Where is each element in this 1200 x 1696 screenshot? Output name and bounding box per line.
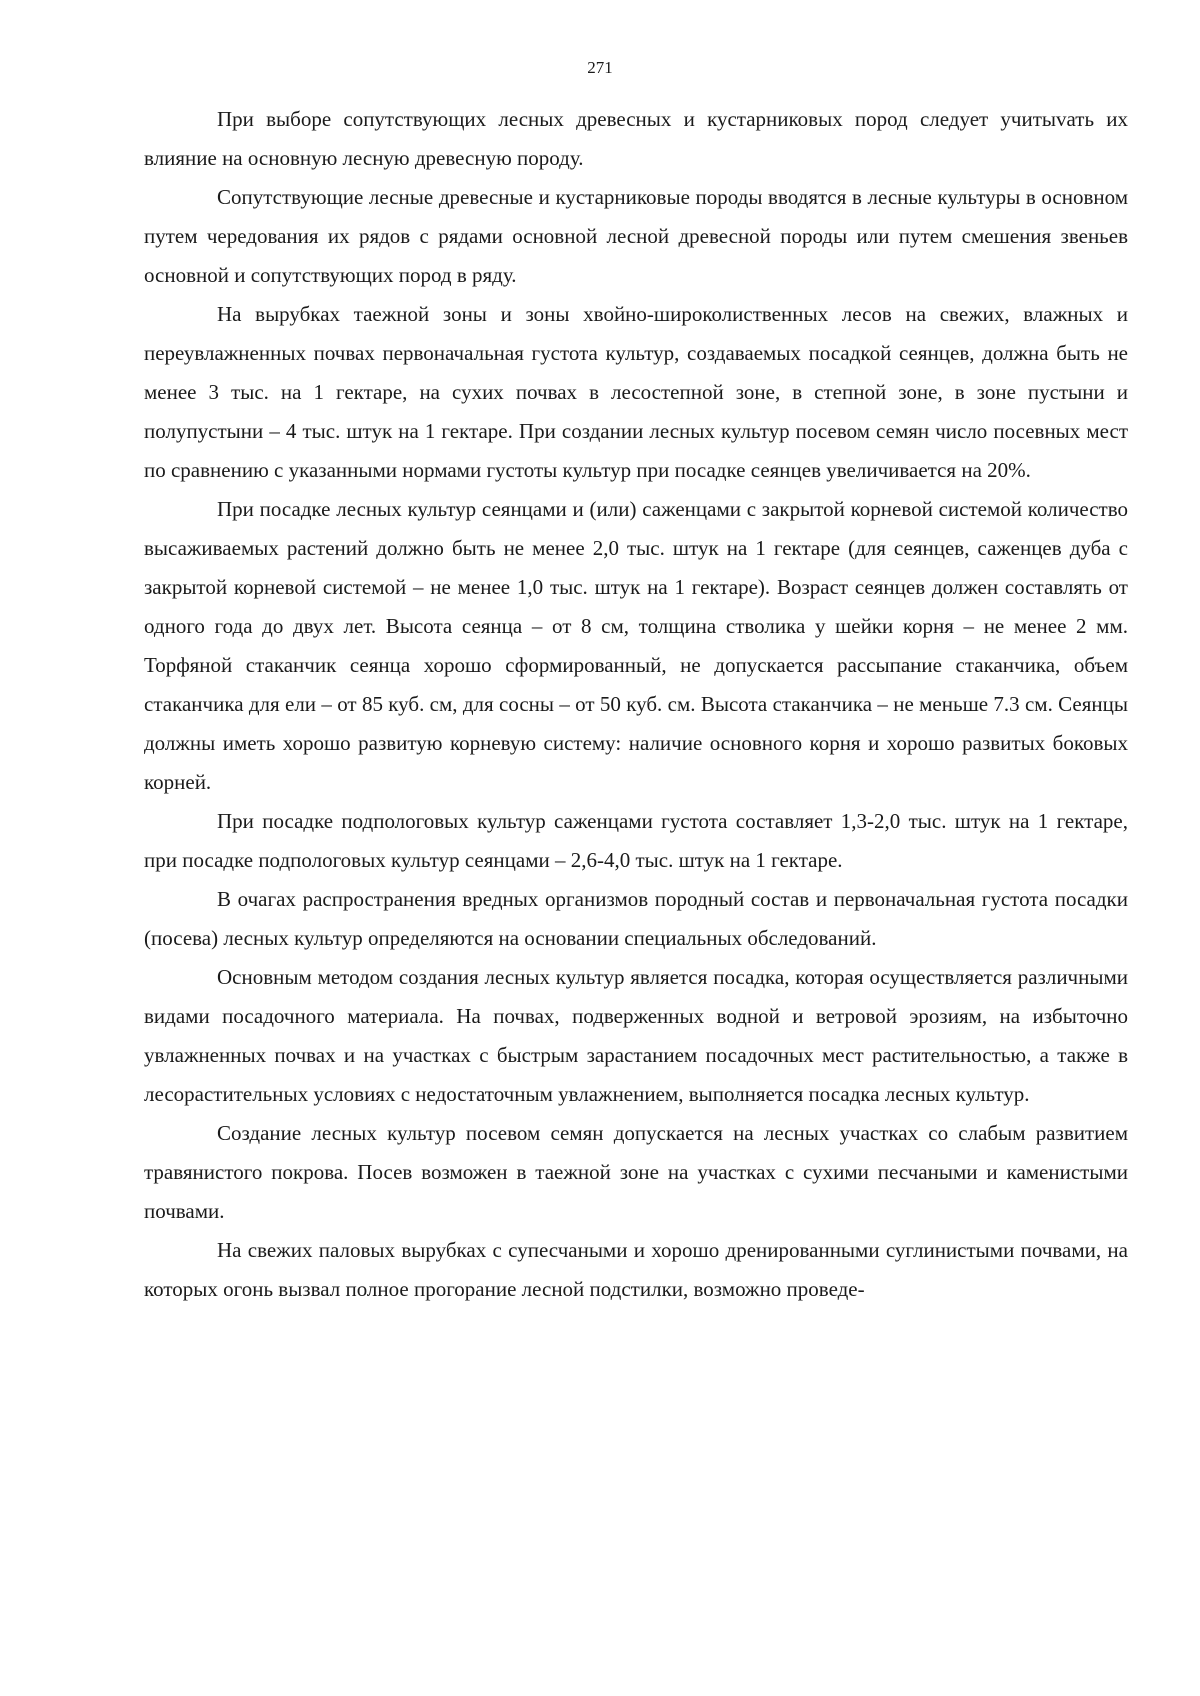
paragraph-9: На свежих паловых вырубках с супесчаными и хорошо дренированными суглинистыми почвами, на которых огонь вызвал полное прогорание лесной подстилки, возможно проведе- (144, 1238, 1128, 1301)
paragraph-7: Основным методом создания лесных культур является посадка, которая осуществляется различными видами посадочного материала. На почвах, подверженных водной и ветровой эрозиям, на избыточно увлажненных почвах и на участках с быстрым зарастанием посадочных мест растительностью, а также в лесорастительных условиях с недостаточным увлажнением, выполняется посадка лесных культур. (144, 965, 1128, 1106)
paragraph-4: При посадке лесных культур сеянцами и (или) саженцами с закрытой корневой системой количество высаживаемых растений должно быть не менее 2,0 тыс. штук на 1 гектаре (для сеянцев, саженцев дуба с закрытой корневой системой – не менее 1,0 тыс. штук на 1 гектаре). Возраст сеянцев должен составлять от одного года до двух лет. Высота сеянца – от 8 см, толщина стволика у шейки корня – не менее 2 мм. Торфяной стаканчик сеянца хорошо сформированный, не допускается рассыпание стаканчика, объем стаканчика для ели – от 85 куб. см, для сосны – от 50 куб. см. Высота стаканчика – не меньше 7.3 см. Сеянцы должны иметь хорошо развитую корневую систему: наличие основного корня и хорошо развитых боковых корней. (144, 497, 1128, 794)
page-number: 271 (587, 58, 613, 77)
paragraph-1: При выборе сопутствующих лесных древесных и кустарниковых пород следует учитыvать их влияние на основную лесную древесную породу. (144, 107, 1128, 170)
paragraph-8: Создание лесных культур посевом семян допускается на лесных участках со слабым развитием травянистого покрова. Посев возможен в таежной зоне на участках с сухими песчаными и каменистыми почвами. (144, 1121, 1128, 1223)
paragraph-3: На вырубках таежной зоны и зоны хвойно-широколиственных лесов на свежих, влажных и переувлажненных почвах первоначальная густота культур, создаваемых посадкой сеянцев, должна быть не менее 3 тыс. на 1 гектаре, на сухих почвах в лесостепной зоне, в степной зоне, в зоне пустыни и полупустыни – 4 тыс. штук на 1 гектаре. При создании лесных культур посевом семян число посевных мест по сравнению с указанными нормами густоты культур при посадке сеянцев увеличивается на 20%. (144, 302, 1128, 482)
paragraph-2: Сопутствующие лесные древесные и кустарниковые породы вводятся в лесные культуры в основном путем чередования их рядов с рядами основной лесной древесной породы или путем смешения звеньев основной и сопутствующих пород в ряду. (144, 185, 1128, 287)
paragraph-6: В очагах распространения вредных организмов породный состав и первоначальная густота посадки (посева) лесных культур определяются на основании специальных обследований. (144, 887, 1128, 950)
paragraph-5: При посадке подпологовых культур саженцами густота составляет 1,3-2,0 тыс. штук на 1 гектаре, при посадке подпологовых культур сеянцами – 2,6-4,0 тыс. штук на 1 гектаре. (144, 809, 1128, 872)
document-body (144, 100, 1128, 1309)
